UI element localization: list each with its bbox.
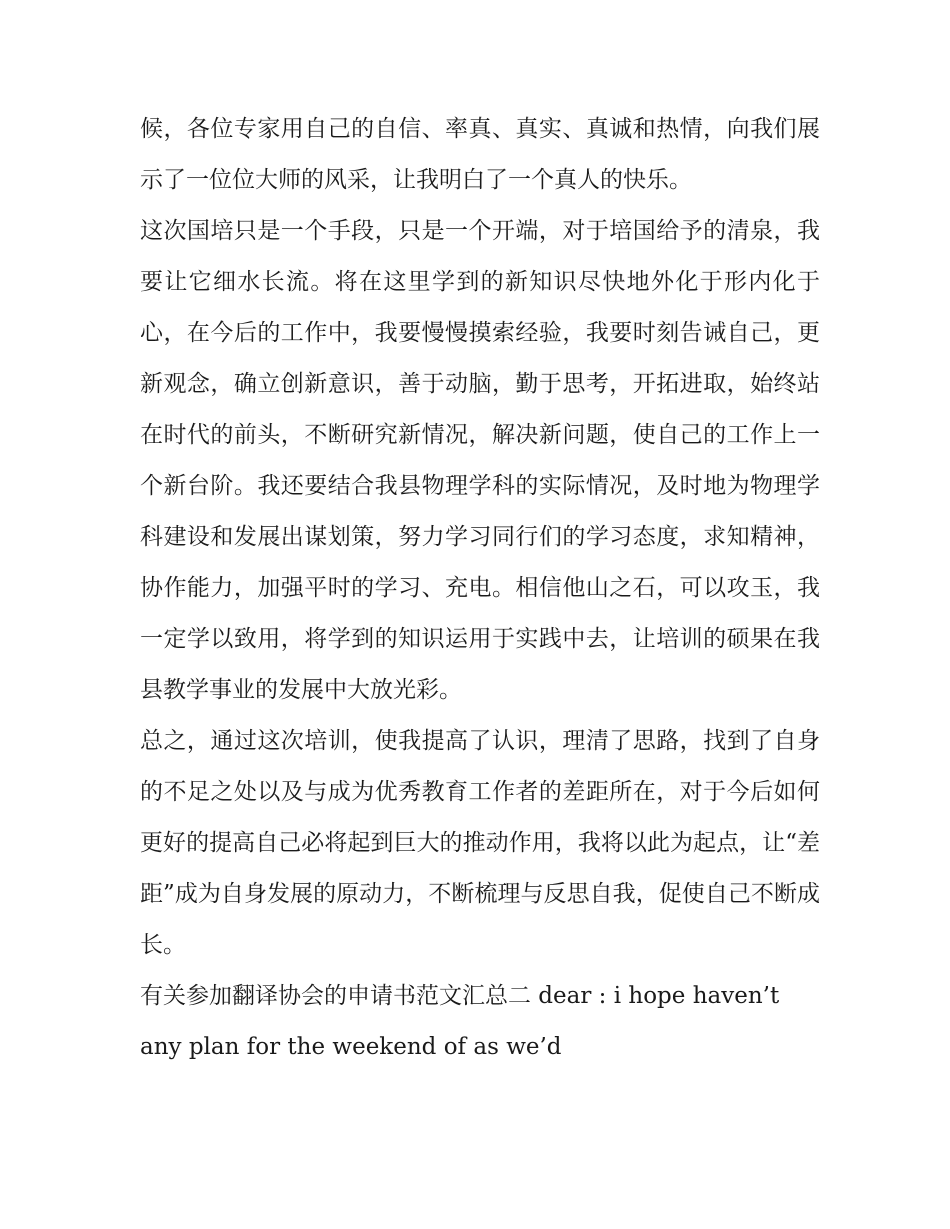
paragraph-4: 有关参加翻译协会的申请书范文汇总二 dear : i hope haven’t any plan for the weekend of as we’d bbox=[140, 983, 780, 1060]
paragraph-3: 总之，通过这次培训，使我提高了认识，理清了思路，找到了自身的不足之处以及与成为优秀教育工作者的差距所在，对于今后如何更好的提高自己必将起到巨大的推动作用，我将以此为起点，让“差距”成为自身发展的原动力，不断梳理与反思自我，促使自己不断成长。 bbox=[140, 728, 820, 958]
paragraph-1: 候，各位专家用自己的自信、率真、真实、真诚和热情，向我们展示了一位位大师的风采，让我明白了一个真人的快乐。 bbox=[140, 116, 820, 193]
paragraph-2: 这次国培只是一个手段，只是一个开端，对于培国给予的清泉，我要让它细水长流。将在这里学到的新知识尽快地外化于形内化于心，在今后的工作中，我要慢慢摸索经验，我要时刻告诫自己，更新观念，确立创新意识，善于动脑，勤于思考，开拓进取，始终站在时代的前头，不断研究新情况，解决新问题，使自己的工作上一个新台阶。我还要结合我县物理学科的实际情况，及时地为物理学科建设和发展出谋划策，努力学习同行们的学习态度，求知精神，协作能力，加强平时的学习、充电。相信他山之石，可以攻玉，我一定学以致用，将学到的知识运用于实践中去，让培训的硕果在我县教学事业的发展中大放光彩。 bbox=[140, 218, 820, 703]
document-body bbox=[140, 104, 820, 1073]
